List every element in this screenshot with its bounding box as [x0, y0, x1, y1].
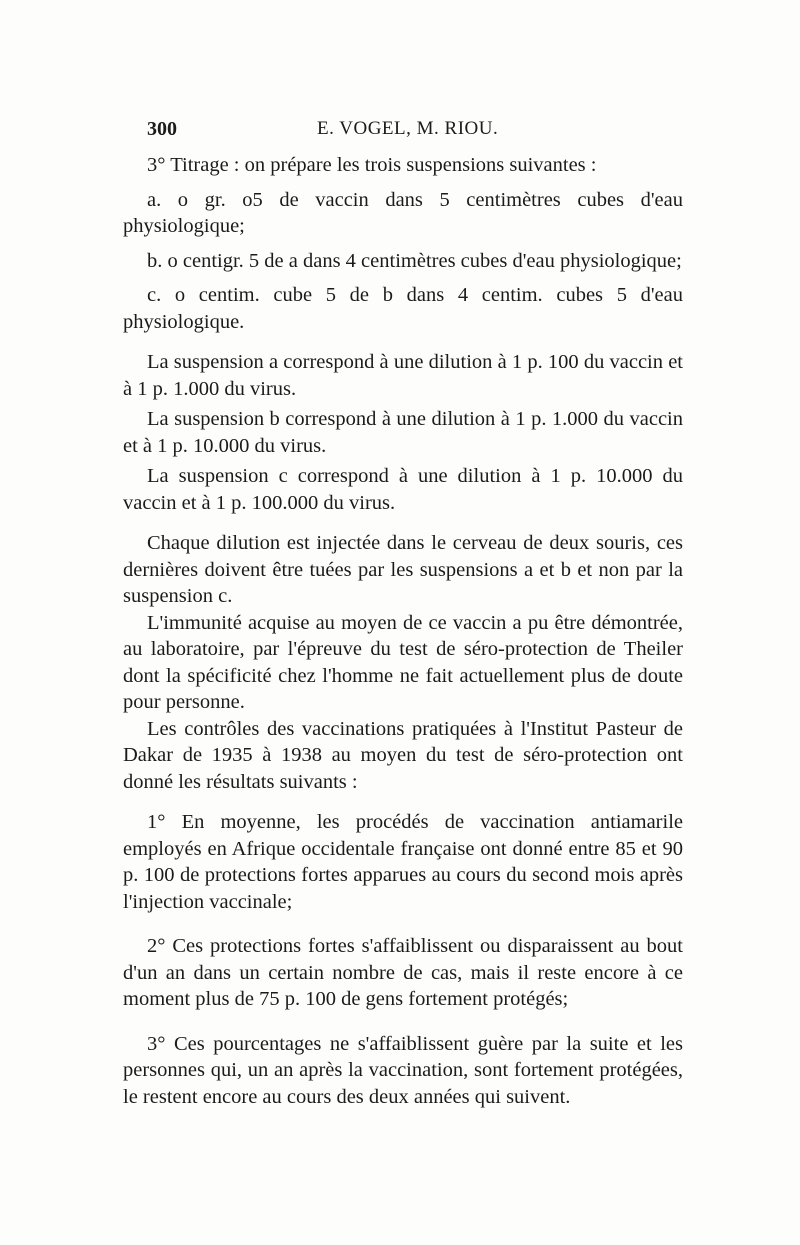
paragraph-suspension-a: a. o gr. o5 de vaccin dans 5 centimètres cubes d'eau physiologique; — [123, 188, 683, 237]
paragraph-immunite: L'immunité acquise au moyen de ce vaccin a pu être démontrée, au laboratoire, par l'épreuve du test de séro-protection de Theiler dont la spécificité chez l'homme ne fait actuellement plus de doute pour personne. — [123, 611, 683, 713]
paragraph-suspension-b: b. o centigr. 5 de a dans 4 centimètres cubes d'eau physiologique; — [147, 249, 682, 272]
paragraph-dilution-a: La suspension a correspond à une dilution à 1 p. 100 du vaccin et à 1 p. 1.000 du virus. — [123, 351, 683, 400]
page-header — [147, 118, 687, 148]
paragraph-dilution-c: La suspension c correspond à une dilution à 1 p. 10.000 du vaccin et à 1 p. 100.000 du virus. — [123, 465, 683, 514]
paragraph-dilution-b: La suspension b correspond à une dilution à 1 p. 1.000 du vaccin et à 1 p. 10.000 du virus. — [123, 408, 683, 457]
paragraph-result-3: 3° Ces pourcentages ne s'affaiblissent guère par la suite et les personnes qui, un an après la vaccination, sont fortement protégées, le restent encore au cours des deux années qui suivent. — [123, 1032, 683, 1108]
paragraph-titrage: 3° Titrage : on prépare les trois suspensions suivantes : — [147, 154, 597, 176]
paragraph-result-1: 1° En moyenne, les procédés de vaccination antiamarile employés en Afrique occidentale française ont donné entre 85 et 90 p. 100 de protections fortes apparues au cours du second mois après l'injection vaccinale; — [123, 811, 683, 913]
page-number: 300 — [147, 118, 177, 140]
paragraph-injection: Chaque dilution est injectée dans le cerveau de deux souris, ces dernières doivent être tuées par les suspensions a et b et non par la suspension c. — [123, 532, 683, 607]
body-text — [123, 152, 683, 1110]
paragraph-controles: Les contrôles des vaccinations pratiquées à l'Institut Pasteur de Dakar de 1935 à 1938 au moyen du test de séro-protection ont donné les résultats suivants : — [123, 717, 683, 793]
paragraph-result-2: 2° Ces protections fortes s'affaiblissent ou disparaissent au bout d'un an dans un certain nombre de cas, mais il reste encore à ce moment plus de 75 p. 100 de gens fortement protégés; — [123, 935, 683, 1010]
running-head: E. VOGEL, M. RIOU. — [317, 118, 499, 139]
paragraph-suspension-c: c. o centim. cube 5 de b dans 4 centim. cubes 5 d'eau physiologique. — [123, 284, 683, 333]
